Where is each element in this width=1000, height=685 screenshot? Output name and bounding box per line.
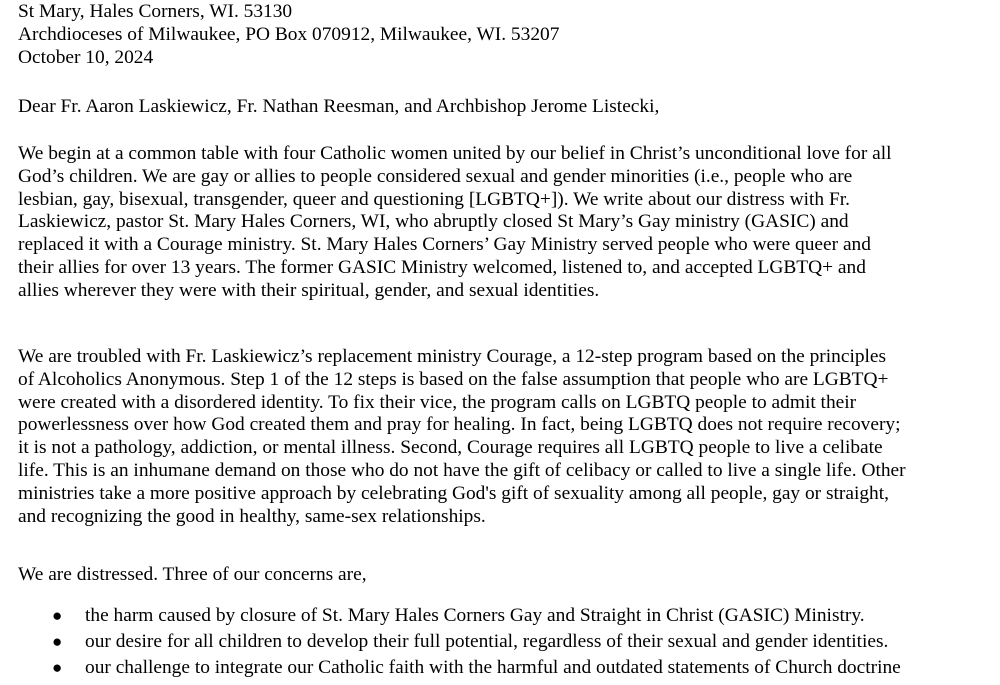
list-item — [52, 605, 982, 631]
paragraph-line: allies wherever they were with their spiritual, gender, and sexual identities. — [18, 279, 600, 301]
paragraph-line: Laskiewicz, pastor St. Mary Hales Corners, WI, who abruptly closed St Mary’s Gay ministry (GASIC) and — [18, 211, 849, 233]
paragraph-line: and recognizing the good in healthy, same-sex relationships. — [18, 505, 486, 527]
paragraph-line: We are distressed. Three of our concerns are, — [18, 564, 367, 585]
paragraph-line: their allies for over 13 years. The former GASIC Ministry welcomed, listened to, and accepted LGBTQ+ and — [18, 256, 866, 278]
list-item — [52, 657, 982, 683]
paragraph-introduction — [18, 143, 978, 303]
header-recipient-address-line: Archdioceses of Milwaukee, PO Box 070912, Milwaukee, WI. 53207 — [18, 23, 560, 45]
paragraph-courage-concerns — [18, 346, 978, 528]
paragraph-line: We begin at a common table with four Catholic women united by our belief in Christ’s unconditional love for all — [18, 143, 892, 164]
paragraph-line: it is not a pathology, addiction, or mental illness. Second, Courage requires all LGBTQ people to live a celibate — [18, 437, 883, 459]
paragraph-line: replaced it with a Courage ministry. St. Mary Hales Corners’ Gay Ministry served people who were queer and — [18, 234, 871, 256]
list-item — [52, 631, 982, 657]
letter-header — [18, 1, 978, 69]
list-item-text: our desire for all children to develop their full potential, regardless of their sexual and gender identities. — [85, 631, 889, 652]
bullet-icon: ● — [52, 658, 63, 677]
paragraph-line: lesbian, gay, bisexual, transgender, queer and questioning [LGBTQ+]). We write about our distress with Fr. — [18, 188, 850, 210]
paragraph-line: We are troubled with Fr. Laskiewicz’s replacement ministry Courage, a 12-step program based on the principles — [18, 346, 887, 367]
paragraph-line: powerlessness over how God created them and pray for healing. In fact, being LGBTQ does not require recovery; — [18, 414, 901, 436]
paragraph-line: of Alcoholics Anonymous. Step 1 of the 12 steps is based on the false assumption that people who are LGBTQ+ — [18, 368, 889, 390]
bullet-icon: ● — [52, 606, 63, 625]
bullet-icon: ● — [52, 632, 63, 651]
paragraph-line: were created with a disordered identity. To fix their vice, the program calls on LGBTQ people to admit their — [18, 391, 857, 413]
salutation-text: Dear Fr. Aaron Laskiewicz, Fr. Nathan Reesman, and Archbishop Jerome Listecki, — [18, 96, 660, 117]
header-address-line: St Mary, Hales Corners, WI. 53130 — [18, 1, 293, 22]
paragraph-distress-intro — [18, 564, 978, 587]
paragraph-line: God’s children. We are gay or allies to people considered sexual and gender minorities (i.e., people who are — [18, 165, 853, 187]
header-date-line: October 10, 2024 — [18, 46, 154, 68]
paragraph-line: ministries take a more positive approach by celebrating God's gift of sexuality among all people, gay or straight, — [18, 482, 889, 504]
paragraph-line: life. This is an inhumane demand on those who do not have the gift of celibacy or called to live a single life. Other — [18, 459, 906, 481]
letter-salutation — [18, 96, 978, 119]
concerns-bullet-list — [52, 605, 982, 683]
list-item-text: our challenge to integrate our Catholic faith with the harmful and outdated statements of Church doctrine — [85, 657, 901, 678]
list-item-text: the harm caused by closure of St. Mary Hales Corners Gay and Straight in Christ (GASIC) Ministry. — [85, 605, 865, 626]
